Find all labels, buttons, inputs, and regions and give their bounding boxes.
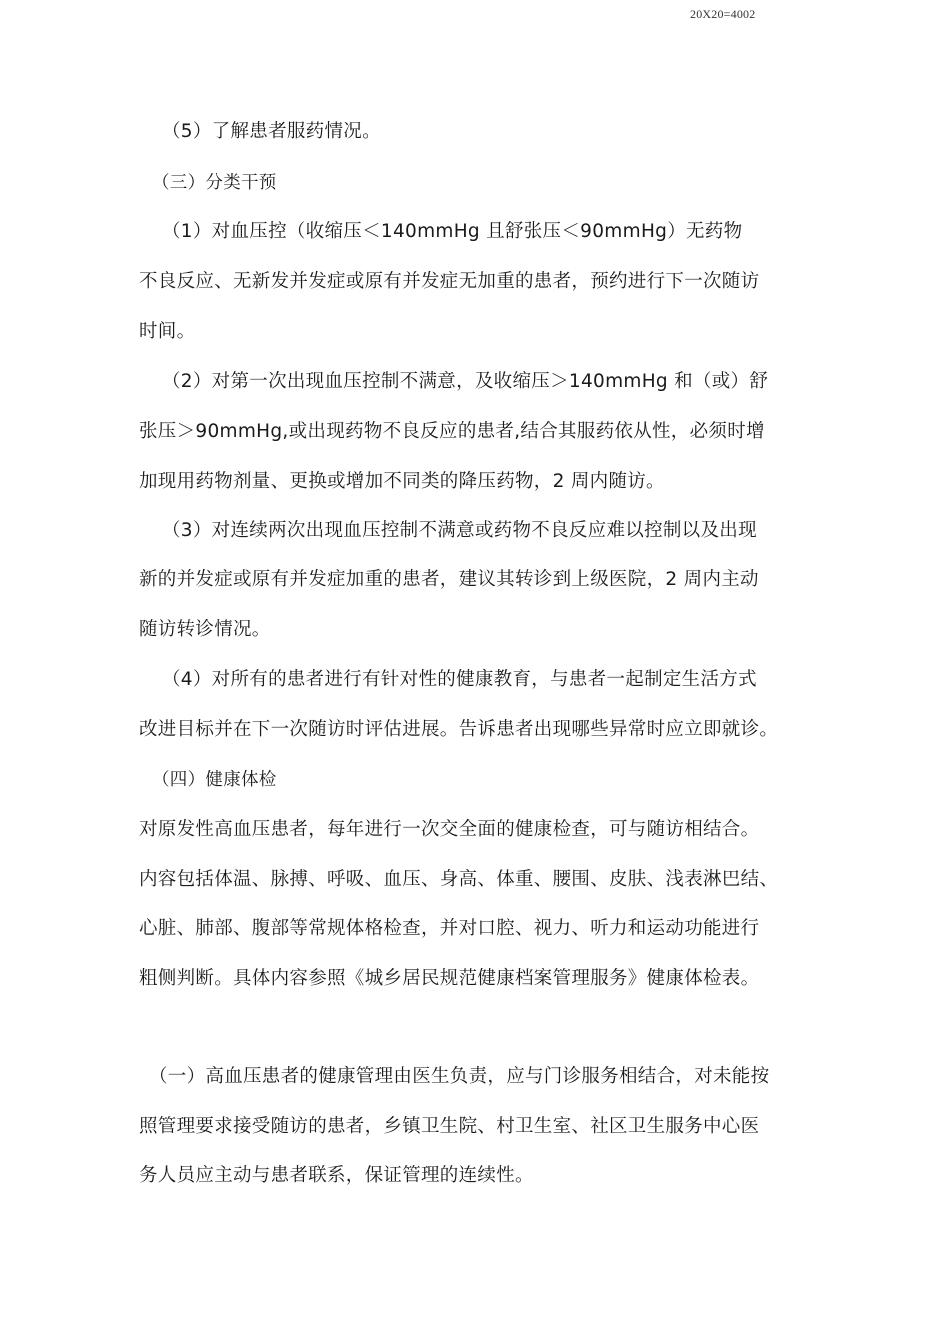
item-1-text-line: 不良反应、无新发并发症或原有并发症无加重的患者，预约进行下一次随访 [139, 271, 760, 292]
checkup-text-line: 对原发性高血压患者，每年进行一次交全面的健康检查，可与随访相结合。 [139, 819, 760, 840]
item-2-text-line: （2）对第一次出现血压控制不满意，及收缩压＞140mmHg 和（或）舒 [162, 371, 769, 392]
management-text-line: 务人员应主动与患者联系，保证管理的连续性。 [139, 1165, 534, 1186]
item-2-text-line: 加现用药物剂量、更换或增加不同类的降压药物，2 周内随访。 [139, 471, 665, 492]
item-5-text-line: （5）了解患者服药情况。 [162, 121, 381, 142]
item-1-text-line: （1）对血压控（收缩压＜140mmHg 且舒张压＜90mmHg）无药物 [162, 221, 743, 242]
section-heading-health-checkup: （四）健康体检 [152, 770, 277, 790]
item-1-text-line: 时间。 [139, 321, 196, 342]
checkup-text-line: 内容包括体温、脉搏、呼吸、血压、身高、体重、腰围、皮肤、浅表淋巴结、 [139, 869, 779, 890]
item-3-text-line: 新的并发症或原有并发症加重的患者，建议其转诊到上级医院，2 周内主动 [139, 569, 759, 590]
page-header-code: 20X20=4002 [690, 7, 756, 21]
management-text-line: （一）高血压患者的健康管理由医生负责，应与门诊服务相结合，对未能按 [149, 1066, 770, 1087]
section-heading-classified-intervention: （三）分类干预 [152, 173, 277, 193]
item-4-text-line: 改进目标并在下一次随访时评估进展。告诉患者出现哪些异常时应立即就诊。 [139, 719, 779, 740]
management-text-line: 照管理要求接受随访的患者，乡镇卫生院、村卫生室、社区卫生服务中心医 [139, 1116, 760, 1137]
item-4-text-line: （4）对所有的患者进行有针对性的健康教育，与患者一起制定生活方式 [162, 669, 757, 690]
item-2-text-line: 张压＞90mmHg,或出现药物不良反应的患者,结合其服药依从性，必须时增 [139, 421, 765, 442]
item-3-text-line: 随访转诊情况。 [139, 619, 271, 640]
item-3-text-line: （3）对连续两次出现血压控制不满意或药物不良反应难以控制以及出现 [162, 520, 757, 541]
checkup-text-line: 心脏、肺部、腹部等常规体格检查，并对口腔、视力、听力和运动功能进行 [139, 918, 760, 939]
checkup-text-line: 粗侧判断。具体内容参照《城乡居民规范健康档案管理服务》健康体检表。 [139, 968, 760, 989]
